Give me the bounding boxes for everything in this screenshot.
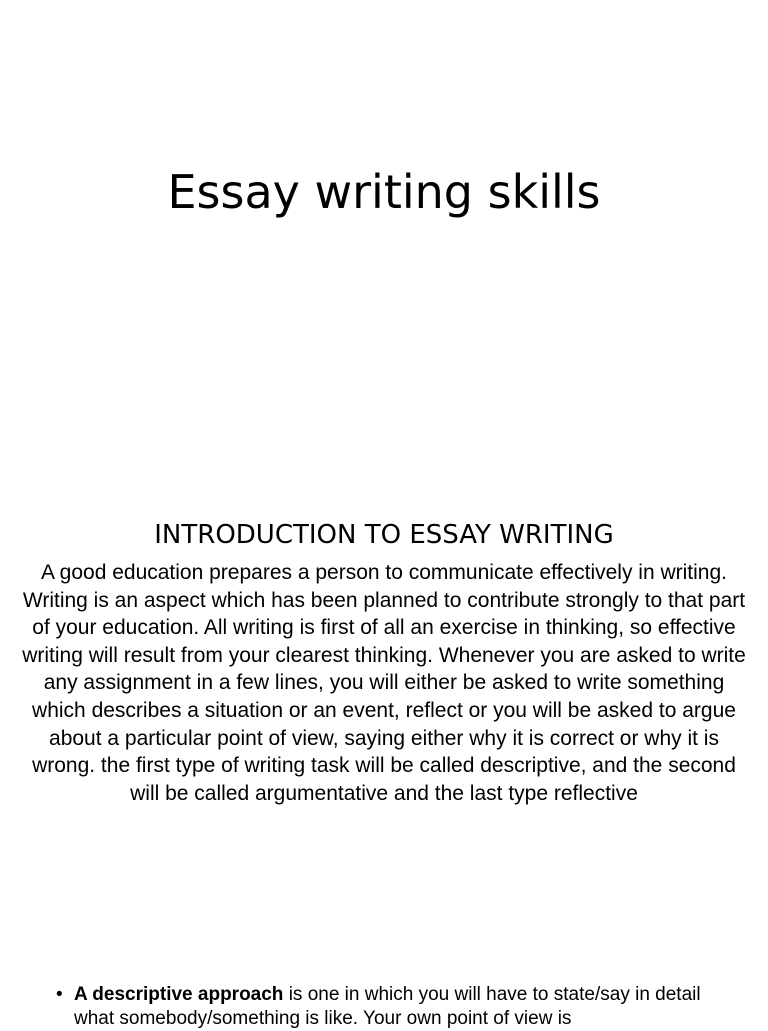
section-heading: INTRODUCTION TO ESSAY WRITING [154,520,614,550]
intro-paragraph: A good education prepares a person to communicate effectively in writing. Writing is an aspect which has been planned to contribute strongly to that part of your education. All writing is first of all an exercise in thinking, so effective writing will result from your clearest thinking. Whenever you are asked to write any assignment in a few lines, you will either be asked to write something which describes a situation or an event, reflect or you will be asked to argue about a particular point of view, saying either why it is correct or why it is wrong. the first type of writing task will be called descriptive, and the second will be called argumentative and the last type reflective [22,561,746,805]
bullet-term: A descriptive approach [74,984,284,1005]
page-title: Essay writing skills [167,165,601,219]
bullet-text: is one in which you will have to state/say in detail what somebody/something is like. Your own point of view is [74,984,701,1029]
bullet-marker: • [56,984,63,1005]
